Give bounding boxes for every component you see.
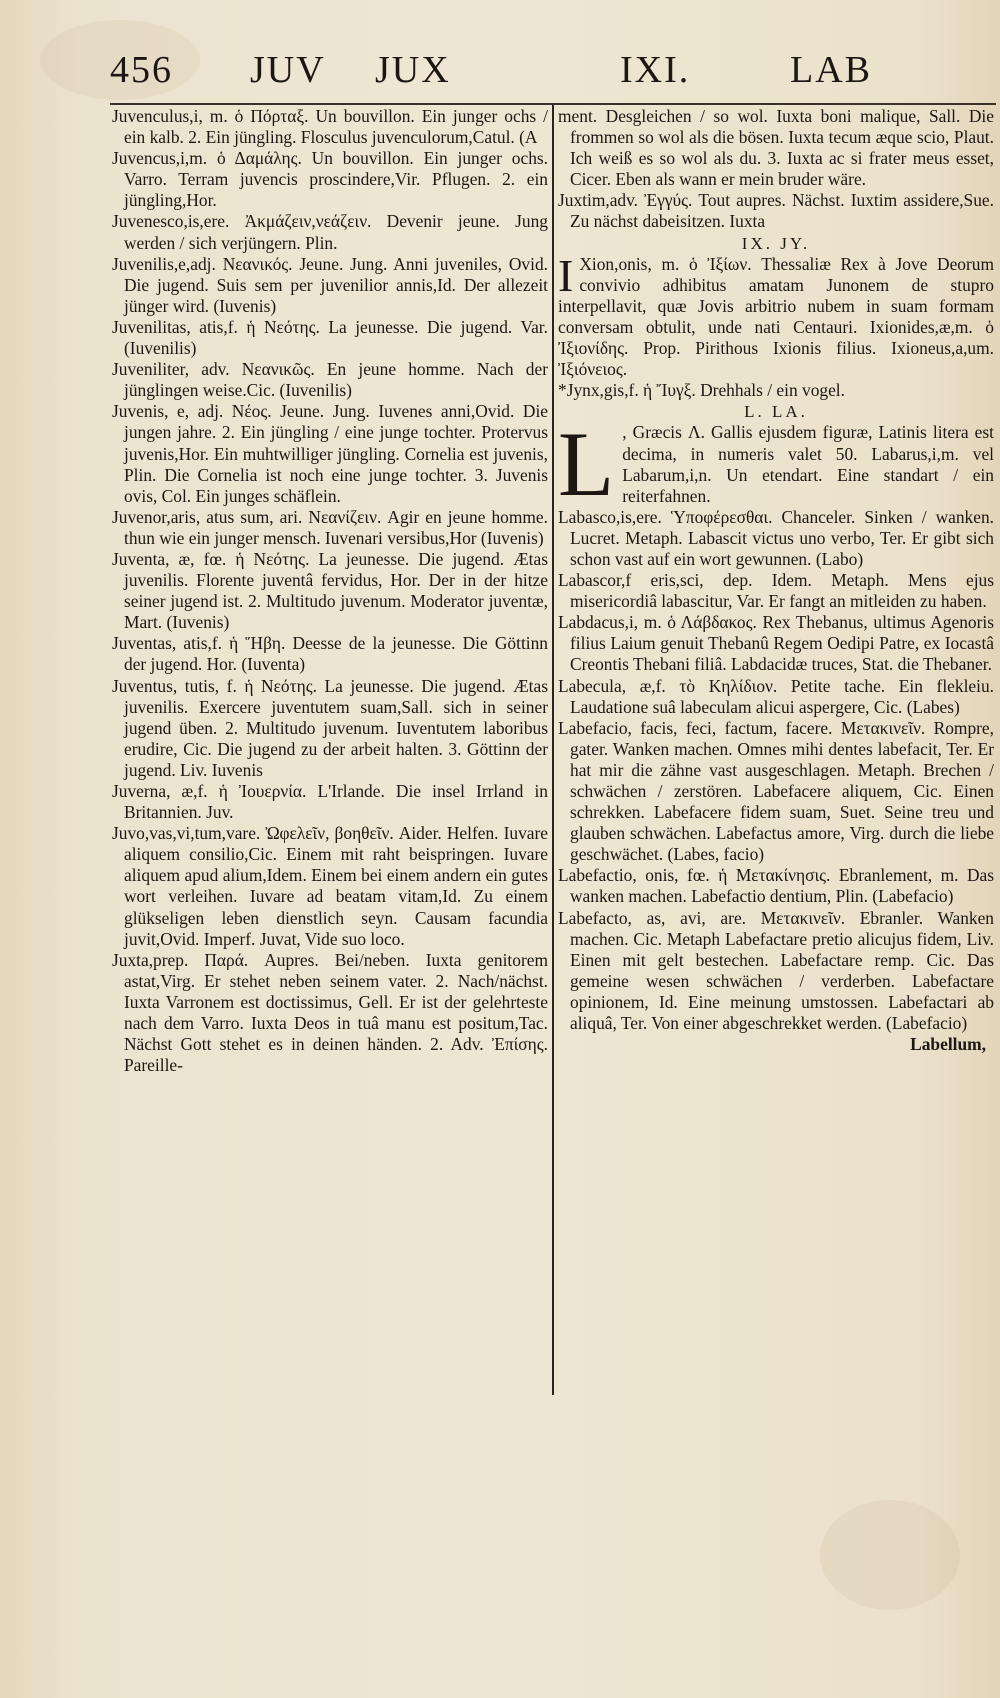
entry-jynx: *Jynx,gis,f. ἡ Ἴυγξ. Drehhals / ein vogel. [558,380,845,401]
page-header [110,48,990,102]
right-column [558,106,994,1055]
section-heading-l: L. LA. [744,402,808,422]
entry-labecula: Labecula, æ,f. τὸ Κηλίδιον. Petite tache. Ein flekleiu. Laudatione suâ labeculam alicui aspergere, Cic. (Labes) [558,675,994,717]
entry-labefacto: Labefacto, as, avi, are. Μετακινεῖν. Ebranler. Wanken machen. Cic. Metaph Labefactare pretio alicujus fidem, Liv. Einen mit gelt bestechen. Labefactare remp. Cic. Das gemeine wesen schwächen / verderben. Labefactare opinionem, Id. Eine meinung umstossen. Labefactari ab aliquâ, Ter. Von einer abgeschrekket werden. (Labefacio) [558,907,994,1034]
entry-juvenesco: Juvenesco,is,ere. Ἀκμάζειν,νεάζειν. Devenir jeune. Jung werden / sich verjüngern. Plin. [112,211,548,253]
entry-juxta-continued: ment. Desgleichen / so wol. Iuxta boni malique, Sall. Die frommen so wol als die bösen. Iuxta tecum æque scio, Plaut. Ich weiß es so wol als du. 3. Iuxta ac si frater meus esset, Cicer. Eben als wann er mein bruder wäre. [558,106,994,190]
left-column [112,106,548,1076]
entry-ixion [558,249,994,381]
entry-juvenilis: Juvenilis,e,adj. Νεανικός. Jeune. Jung. Anni juveniles, Ovid. Die jugend. Suis sem per juvenilior annis,Id. Der allezeit jünger wird. (Iuvenis) [112,253,548,316]
entry-juxta: Juxta,prep. Παρά. Aupres. Bei/neben. Iuxta genitorem astat,Virg. Er stehet neben seinem vater. 2. Nach/nächst. Iuxta Varronem est doctissimus, Gell. Er ist der gelehrteste nach dem Varro. Iuxta Deos in tuâ manu est positum,Tac. Nächst Gott stehet es in deinen händen. 2. Adv. Ἐπίσης. Pareille- [112,949,548,1076]
entry-juverna: Juverna, æ,f. ἡ Ἰουερνία. L'Irlande. Die insel Irrland in Britannien. Juv. [112,781,548,823]
left-guide-word-2: JUX [375,49,451,91]
entry-labefactio: Labefactio, onis, fœ. ἡ Μετακίνησις. Ebranlement, m. Das wanken machen. Labefactio dentium, Plin. (Labefacio) [558,865,994,907]
entry-juventa: Juventa, æ, fœ. ἡ Νεότης. La jeunesse. Die jugend. Ætas juvenilis. Florente juventâ fervidus, Hor. Der in der hitze seiner jugend ist. 2. Multitudo juvenum. Moderator juventæ, Mart. (Iuvenis) [112,548,548,633]
drop-cap-i: I [558,249,574,301]
entry-juvenilitas: Juvenilitas, atis,f. ἡ Νεότης. La jeunesse. Die jugend. Var. (Iuvenilis) [112,316,548,359]
paper-stain [820,1500,960,1610]
entry-juventus: Juventus, tutis, f. ἡ Νεότης. La jeunesse. Die jugend. Ætas juvenilis. Exercere juventutem suam,Sall. sich in seiner jugend üben. 2. Multitudo juvenum. Iuventutem laboribus erudire, Cic. Die jugend zu der arbeit halten. 3. Göttinn der jugend. Liv. Iuvenis [112,675,548,780]
catchword: Labellum, [910,1034,986,1055]
right-guide-word-1: IXI. [620,49,691,91]
entry-juveniliter: Juveniliter, adv. Νεανικῶς. En jeune homme. Nach der jünglingen weise.Cic. (Iuvenilis) [112,359,548,401]
entry-juxtim: Juxtim,adv. Ἐγγύς. Tout aupres. Nächst. Iuxtim assidere,Sue. Zu nächst dabeisitzen. Iuxta [558,190,994,232]
entry-juventas: Juventas, atis,f. ἡ Ἥβη. Deesse de la jeunesse. Die Göttinn der jugend. Hor. (Iuventa) [112,633,548,675]
left-guide-word-1: JUV [250,49,326,91]
entry-labasco: Labasco,is,ere. Ὑποφέρεσθαι. Chanceler. Sinken / wanken. Lucret. Metaph. Labascit victus uno verbo, Ter. Er gibt sich schon vast auf ein wort gewunnen. (Labo) [558,506,994,569]
ixion-text: Xion,onis, m. ὁ Ἰξίων. Thessaliæ Rex à Jove Deorum convivio adhibitus amatam Junonem de stupro interpellavit, quæ Jovis arbitrio nubem in suam formam conversam obtulit, unde nati Centauri. Ixionides,æ,m. ὁ Ἰξιονίδης. Prop. Pirithous Ixionis filius. Ixioneus,a,um. Ἰξιόνειος. [558,253,994,380]
section-heading-ix: IX. JY. [741,233,811,253]
entry-juvenis: Juvenis, e, adj. Νέος. Jeune. Jung. Iuvenes anni,Ovid. Die jungen jahre. 2. Ein jüngling / eine junge tochter. Protervus juvenis,Hor. Ein muhtwilliger jüngling. Cornelia est juvenis, Plin. Die Cornelia ist noch eine junge tochter. 3. Juvenis ovis, Col. Ein junges schäflein. [112,401,548,506]
entry-juvencus: Juvencus,i,m. ὁ Δαμάλης. Un bouvillon. Ein junger ochs. Varro. Terram juvencis proscindere,Vir. Pflugen. 2. ein jüngling,Hor. [112,148,548,211]
entry-juvenculus: Juvenculus,i, m. ὁ Πόρταξ. Un bouvillon. Ein junger ochs / ein kalb. 2. Ein jüngling. Flosculus juvenculorum,Catul. (A [112,106,548,148]
letter-l-text: , Græcis Λ. Gallis ejusdem figuræ, Latinis litera est decima, in numeris valet 50. Labarus,i,m. vel Labarum,i,n. Un etendart. Eine standart / ein reiterfahnen. [622,422,994,506]
entry-letter-l [558,413,994,516]
entry-juvenor: Juvenor,aris, atus sum, ari. Νεανίζειν. Agir en jeune homme. thun wie ein junger mensch. Iuvenari versibus,Hor (Iuvenis) [112,506,548,548]
entry-juvo: Juvo,vas,vi,tum,vare. Ὠφελεῖν, βοηθεῖν. Aider. Helfen. Iuvare aliquem consilio,Cic. Einem mit raht beispringen. Iuvare aliquem apud alium,Idem. Einem bei einem andern ein gutes wort verleihen. Iuvare ad beatam vitam,Id. Zu einem glükseligen leben dienstlich seyn. Causam facundia juvit,Ovid. Imperf. Juvat, Vide suo loco. [112,823,548,949]
entry-labefacio: Labefacio, facis, feci, factum, facere. Μετακινεῖν. Rompre, gater. Wanken machen. Omnes mihi dentes labefacit, Ter. Er hat mir die zähne vast ausgeschlagen. Metaph. Brechen / schwächen / zerstören. Labefacere aliquem, Cic. Einen schrekken. Labefacere fidem suam, Suet. Seine treu und glauben schwächen. Labefactus amore, Virg. durch die liebe geschwächet. (Labes, facio) [558,717,994,865]
entry-labascor: Labascor,f eris,sci, dep. Idem. Metaph. Mens ejus misericordiâ labascitur, Var. Er fangt an mitleiden zu haben. [558,570,994,612]
column-divider [552,105,554,1395]
drop-cap-l: L [558,413,615,516]
entry-labdacus: Labdacus,i, m. ὁ Λάβδακος. Rex Thebanus, ultimus Agenoris filius Laium genuit Thebanû Regem Oedipi Patre, ex Iocastâ Creontis Thebani filiâ. Labdacidæ truces, Stat. die Thebaner. [558,612,994,675]
page-number: 456 [110,49,173,91]
right-guide-word-2: LAB [790,49,872,91]
